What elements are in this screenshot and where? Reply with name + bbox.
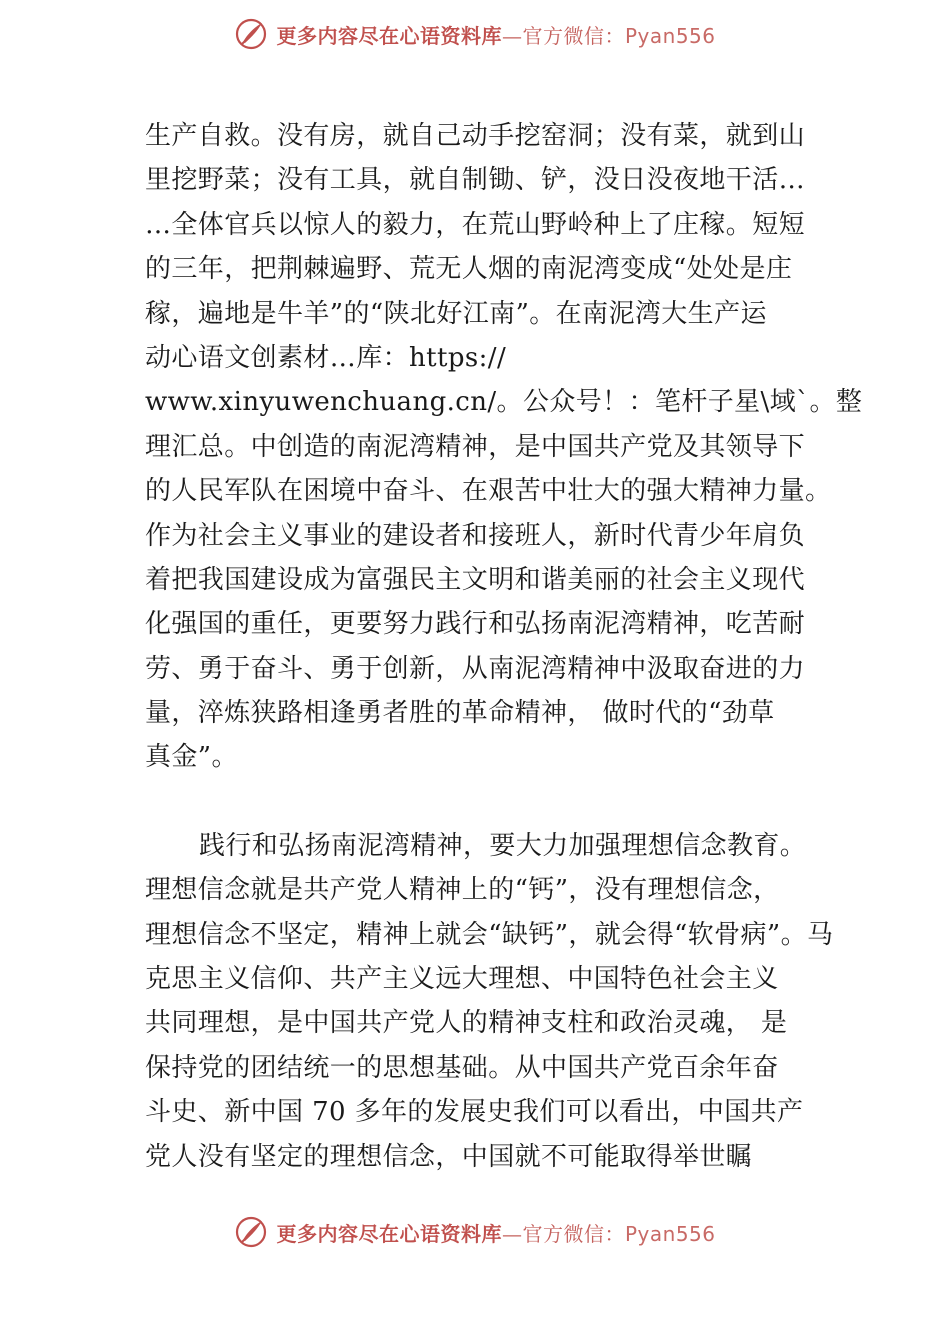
text-line: 化强国的重任，更要努力践行和弘扬南泥湾精神，吃苦耐 bbox=[145, 609, 806, 640]
text-line: 动心语文创素材…库：https:// bbox=[145, 342, 507, 373]
text-line: 理想信念就是共产党人精神上的“钙”，没有理想信念， bbox=[145, 875, 780, 906]
text-line: 里挖野菜；没有工具，就自制锄、铲，没日没夜地干活… bbox=[145, 165, 806, 196]
text-line: 稼，遍地是牛羊”的“陕北好江南”。在南泥湾大生产运 bbox=[145, 298, 767, 329]
paragraph-2 bbox=[145, 824, 835, 1179]
footer-library-name: 更多内容尽在心语资料库 bbox=[276, 1221, 502, 1246]
paragraph-1 bbox=[145, 114, 863, 780]
header-banner bbox=[0, 12, 950, 56]
footer-wechat-label: —官方微信： bbox=[501, 1221, 625, 1246]
footer-banner bbox=[0, 1210, 950, 1254]
text-line: 劳、勇于奋斗、勇于创新，从南泥湾精神中汲取奋进的力 bbox=[145, 653, 806, 684]
text-line: 践行和弘扬南泥湾精神，要大力加强理想信念教育。 bbox=[199, 830, 807, 861]
text-line: 党人没有坚定的理想信念，中国就不可能取得举世瞩 bbox=[145, 1141, 753, 1172]
header-wechat-account: Pyan556 bbox=[624, 23, 716, 48]
text-line: 着把我国建设成为富强民主文明和谐美丽的社会主义现代 bbox=[145, 564, 806, 595]
text-line: …全体官兵以惊人的毅力，在荒山野岭种上了庄稼。短短 bbox=[145, 209, 806, 240]
text-line: 作为社会主义事业的建设者和接班人，新时代青少年肩负 bbox=[145, 520, 806, 551]
text-line: 的三年，把荆棘遍野、荒无人烟的南泥湾变成“处处是庄 bbox=[145, 254, 793, 285]
text-line: 斗史、新中国 70 多年的发展史我们可以看出，中国共产 bbox=[145, 1097, 804, 1128]
text-line: 理汇总。中创造的南泥湾精神，是中国共产党及其领导下 bbox=[145, 431, 806, 462]
text-line: 保持党的团结统一的思想基础。从中国共产党百余年奋 bbox=[145, 1052, 779, 1083]
footer-wechat-account: Pyan556 bbox=[624, 1221, 716, 1246]
footer-text bbox=[276, 1218, 715, 1247]
text-line: 的人民军队在困境中奋斗、在艰苦中壮大的强大精神力量。 bbox=[145, 476, 832, 507]
header-library-name: 更多内容尽在心语资料库 bbox=[276, 23, 502, 48]
document-body bbox=[145, 114, 863, 1179]
text-line: 生产自救。没有房，就自己动手挖窑洞；没有菜，就到山 bbox=[145, 121, 806, 151]
text-line: 量，淬炼狭路相逢勇者胜的革命精神， 做时代的“劲草 bbox=[145, 698, 775, 729]
header-wechat-label: —官方微信： bbox=[501, 23, 625, 48]
quill-logo-icon bbox=[234, 1215, 268, 1249]
text-line: 理想信念不坚定，精神上就会“缺钙”，就会得“软骨病”。马 bbox=[145, 919, 834, 950]
text-line: 共同理想，是中国共产党人的精神支柱和政治灵魂， 是 bbox=[145, 1008, 788, 1039]
text-line: 真金”。 bbox=[145, 742, 238, 773]
header-text bbox=[276, 20, 715, 49]
text-line: 克思主义信仰、共产主义远大理想、中国特色社会主义 bbox=[145, 964, 779, 995]
text-line: www.xinyuwenchuang.cn/。公众号！：笔杆子星\域`。整 bbox=[145, 387, 863, 418]
quill-logo-icon bbox=[234, 17, 268, 51]
paragraph-gap bbox=[145, 780, 835, 824]
